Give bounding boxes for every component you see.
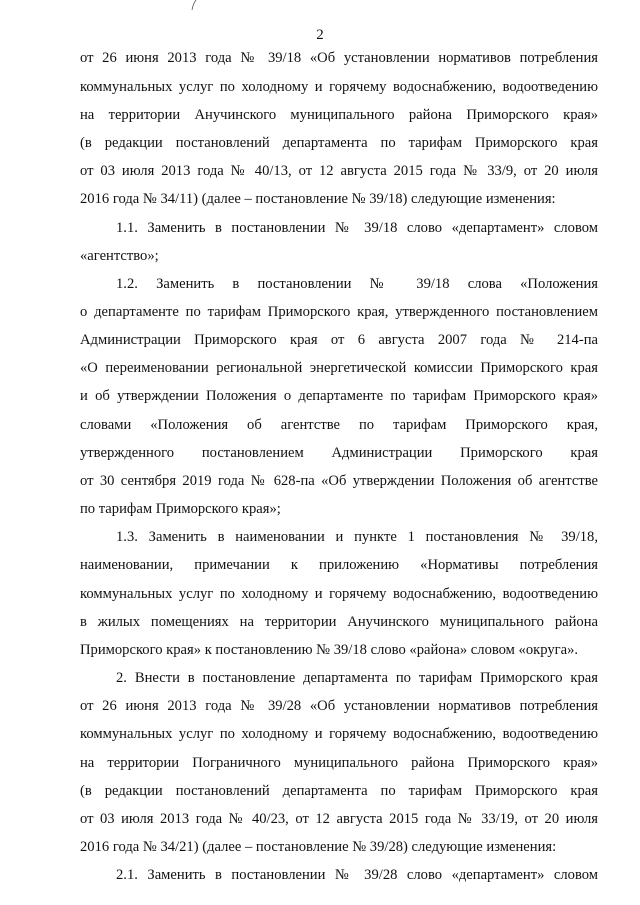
text-line: Администрации Приморского края от 6 августа 2007 года № 214-па bbox=[80, 332, 598, 348]
pen-mark bbox=[190, 0, 198, 10]
text-line: наименовании, примечании к приложению «Нормативы потребления bbox=[80, 557, 598, 573]
text-line: 2. Внести в постановление департамента по тарифам Приморского края bbox=[116, 670, 598, 686]
text-line: утвержденного постановлением Администрации Приморского края bbox=[80, 445, 598, 461]
text-line: 1.2. Заменить в постановлении № 39/18 слова «Положения bbox=[116, 276, 598, 292]
text-line: 2016 года № 34/21) (далее – постановление № 39/28) следующие изменения: bbox=[80, 839, 557, 855]
text-line: от 26 июня 2013 года № 39/28 «Об установлении нормативов потребления bbox=[80, 698, 598, 714]
text-line: на территории Пограничного муниципального района Приморского края» bbox=[80, 755, 598, 771]
text-line: от 26 июня 2013 года № 39/18 «Об установлении нормативов потребления bbox=[80, 50, 598, 66]
text-line: от 30 сентября 2019 года № 628-па «Об утверждении Положения об агентстве bbox=[80, 473, 598, 489]
text-line: (в редакции постановлений департамента по тарифам Приморского края bbox=[80, 135, 598, 151]
text-line: (в редакции постановлений департамента по тарифам Приморского края bbox=[80, 783, 598, 799]
text-line: словами «Положения об агентстве по тарифам Приморского края, bbox=[80, 417, 598, 433]
text-line: Приморского края» к постановлению № 39/18 слово «района» словом «округа». bbox=[80, 642, 579, 658]
text-line: в жилых помещениях на территории Анучинского муниципального района bbox=[80, 614, 598, 630]
text-line: на территории Анучинского муниципального района Приморского края» bbox=[80, 107, 598, 123]
text-line: «О переименовании региональной энергетической комиссии Приморского края bbox=[80, 360, 598, 376]
text-line: 2.1. Заменить в постановлении № 39/28 слово «департамент» словом bbox=[116, 867, 598, 883]
text-line: 2016 года № 34/11) (далее – постановление № 39/18) следующие изменения: bbox=[80, 191, 556, 207]
text-line: о департаменте по тарифам Приморского края, утвержденного постановлением bbox=[80, 304, 598, 320]
text-line: 1.3. Заменить в наименовании и пункте 1 постановления № 39/18, bbox=[116, 529, 598, 545]
text-line: коммунальных услуг по холодному и горячему водоснабжению, водоотведению bbox=[80, 79, 598, 95]
text-line: коммунальных услуг по холодному и горячему водоснабжению, водоотведению bbox=[80, 726, 598, 742]
text-line: «агентство»; bbox=[80, 248, 159, 264]
text-line: от 03 июля 2013 года № 40/23, от 12 августа 2015 года № 33/19, от 20 июля bbox=[80, 811, 598, 827]
text-line: по тарифам Приморского края»; bbox=[80, 501, 281, 517]
page-number: 2 bbox=[316, 27, 324, 43]
text-line: коммунальных услуг по холодному и горячему водоснабжению, водоотведению bbox=[80, 586, 598, 602]
text-line: 1.1. Заменить в постановлении № 39/18 слово «департамент» словом bbox=[116, 220, 598, 236]
text-line: и об утверждении Положения о департаменте по тарифам Приморского края» bbox=[80, 388, 598, 404]
text-line: от 03 июля 2013 года № 40/13, от 12 августа 2015 года № 33/9, от 20 июля bbox=[80, 163, 598, 179]
